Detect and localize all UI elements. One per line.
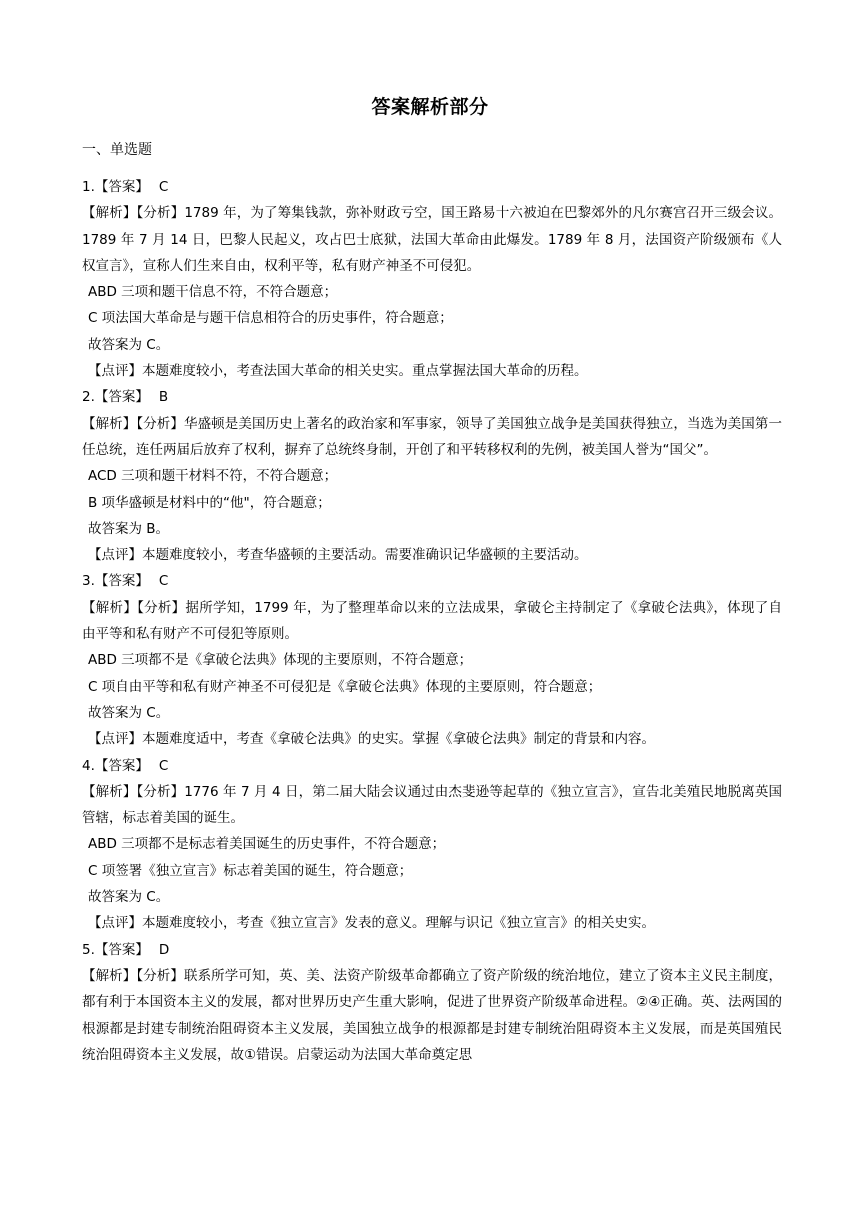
option-note: C 项自由平等和私有财产神圣不可侵犯是《拿破仑法典》体现的主要原则，符合题意； <box>88 678 602 695</box>
answer-value: C <box>158 179 169 195</box>
question-5 <box>82 937 782 1068</box>
analysis-text: 【解析】【分析】1776 年 7 月 4 日，第二届大陆会议通过由杰斐逊等起草的《独立宣言》，宣告北美殖民地脱离英国管辖，标志着美国的诞生。 <box>82 783 782 827</box>
answer-line <box>82 384 782 410</box>
option-note: ACD 三项和题干材料不符，不符合题意； <box>88 468 338 485</box>
answer-line <box>82 937 782 963</box>
option-note: B 项华盛顿是材料中的“他"，符合题意； <box>88 494 331 511</box>
analysis-text: 【解析】【分析】1789 年，为了筹集钱款，弥补财政亏空，国王路易十六被迫在巴黎郊外的凡尔赛宫召开三级会议。1789 年 7 月 14 日，巴黎人民起义，攻占巴士底狱，法国大革命由此爆发。1789 年 8 月，法国资产阶级颁布《人权宣言》，宣称人们生来自由，权利平等，私有财产神圣不可侵犯。 <box>82 205 782 274</box>
answer-label: 【答案】 <box>94 573 149 590</box>
page-title: 答案解析部分 <box>371 96 489 118</box>
question-number: 2. <box>82 389 95 406</box>
section-heading: 一、单选题 <box>82 142 152 158</box>
answer-label: 【答案】 <box>94 757 149 774</box>
answer-line <box>82 568 782 594</box>
analysis-text: 【解析】【分析】据所学知，1799 年，为了整理革命以来的立法成果，拿破仑主持制定了《拿破仑法典》，体现了自由平等和私有财产不可侵犯等原则。 <box>82 599 782 643</box>
answer-value: C <box>158 573 169 590</box>
comment-text: 【点评】本题难度较小，考查华盛顿的主要活动。需要准确识记华盛顿的主要活动。 <box>88 547 588 564</box>
answer-value: D <box>158 941 170 958</box>
comment-text: 【点评】本题难度较小，考查《独立宣言》发表的意义。理解与识记《独立宣言》的相关史实。 <box>88 915 655 932</box>
answer-line <box>82 753 782 779</box>
option-note: C 项签署《独立宣言》标志着美国的诞生，符合题意； <box>88 862 413 879</box>
question-number: 1. <box>82 179 95 195</box>
question-number: 4. <box>82 757 95 774</box>
answer-label: 【答案】 <box>94 941 149 958</box>
answer-value: B <box>158 389 169 406</box>
answer-label: 【答案】 <box>94 179 149 195</box>
question-3 <box>82 568 782 752</box>
comment-text: 【点评】本题难度较小，考查法国大革命的相关史实。重点掌握法国大革命的历程。 <box>88 363 588 380</box>
conclusion-note: 故答案为 C。 <box>88 336 170 353</box>
option-note: C 项法国大革命是与题干信息相符合的历史事件，符合题意； <box>88 310 453 327</box>
option-note: ABD 三项都不是《拿破仑法典》体现的主要原则，不符合题意； <box>88 652 473 669</box>
option-note: ABD 三项都不是标志着美国诞生的历史事件，不符合题意； <box>88 836 446 853</box>
conclusion-note: 故答案为 C。 <box>88 704 170 721</box>
option-note: ABD 三项和题干信息不符，不符合题意； <box>88 284 338 301</box>
answer-value: C <box>158 757 169 774</box>
answer-label: 【答案】 <box>94 389 149 406</box>
question-number: 3. <box>82 573 95 590</box>
conclusion-note: 故答案为 C。 <box>88 889 170 906</box>
question-4 <box>82 753 782 937</box>
analysis-text: 【解析】【分析】联系所学可知，英、美、法资产阶级革命都确立了资产阶级的统治地位，建立了资本主义民主制度，都有利于本国资本主义的发展，都对世界历史产生重大影响，促进了世界资产阶级革命进程。②④正确。英、法两国的根源都是封建专制统治阻碍资本主义发展，美国独立战争的根源都是封建专制统治阻碍资本主义发展，而是英国殖民统治阻碍资本主义发展，故①错误。启蒙运动为法国大革命奠定思 <box>82 967 782 1063</box>
comment-text: 【点评】本题难度适中，考查《拿破仑法典》的史实。掌握《拿破仑法典》制定的背景和内容。 <box>88 731 655 748</box>
question-number: 5. <box>82 941 95 958</box>
conclusion-note: 故答案为 B。 <box>88 520 170 537</box>
answer-line <box>82 174 782 200</box>
answer-list <box>82 174 782 1068</box>
question-2 <box>82 384 782 568</box>
analysis-text: 【解析】【分析】华盛顿是美国历史上著名的政治家和军事家，领导了美国独立战争是美国获得独立，当选为美国第一任总统，连任两届后放弃了权利，摒弃了总统终身制，开创了和平转移权利的先例，被美国人誉为“国父”。 <box>82 415 782 458</box>
question-1 <box>82 174 782 384</box>
